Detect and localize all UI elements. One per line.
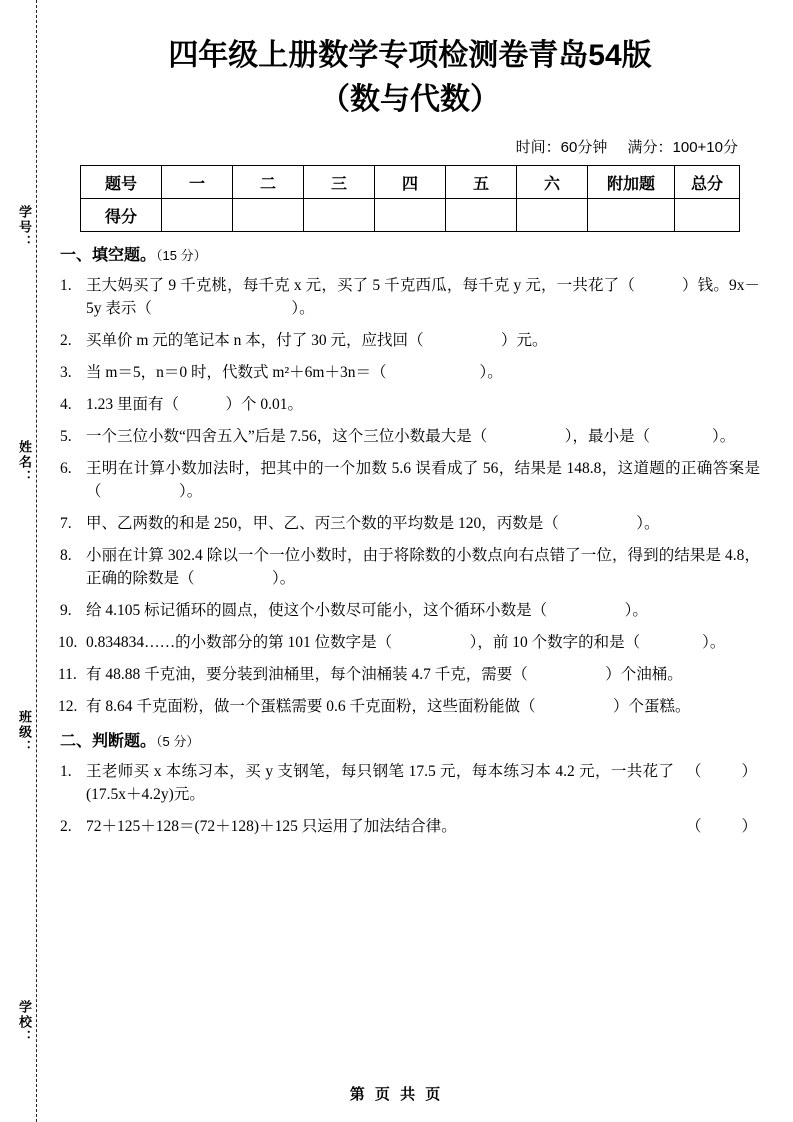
title-line-2: （数与代数） [320, 83, 500, 116]
exam-content [60, 0, 760, 838]
question-item [60, 695, 760, 718]
question-number: 5. [60, 428, 72, 445]
score-table-col-6: 六 [517, 166, 588, 199]
question-number: 12. [58, 698, 78, 715]
question-text: 王大妈买了 9 千克桃，每千克 x 元，买了 5 千克西瓜，每千克 y 元，一共花了（ ）钱。9x－5y 表示（ ）。 [86, 277, 760, 317]
question-number: 11. [58, 666, 77, 683]
score-table [80, 165, 740, 232]
score-cell-total[interactable] [675, 199, 740, 232]
question-number: 1. [60, 277, 72, 294]
question-number: 2. [60, 818, 72, 835]
section-2-heading [60, 728, 760, 751]
score-table-col-extra: 附加题 [588, 166, 675, 199]
score-table-col-1: 一 [162, 166, 233, 199]
question-text: 当 m＝5，n＝0 时，代数式 m²＋6m＋3n＝（ ）。 [86, 364, 503, 381]
page-footer: 第 页 共 页 [349, 1086, 444, 1103]
score-table-col-5: 五 [446, 166, 517, 199]
question-item [60, 425, 760, 448]
question-item [60, 663, 760, 686]
question-item [60, 457, 760, 503]
question-item [60, 544, 760, 590]
question-text: 小丽在计算 302.4 除以一个一位小数时，由于将除数的小数点向右点错了一位，得到的结果是 4.8，正确的除数是（ ）。 [86, 547, 760, 587]
question-text: 一个三位小数“四舍五入”后是 7.56，这个三位小数最大是（ ），最小是（ ）。 [86, 428, 736, 445]
side-label-student-id: 学号： [17, 205, 32, 250]
question-text: 有 8.64 千克面粉，做一个蛋糕需要 0.6 千克面粉，这些面粉能做（ ）个蛋糕。 [86, 698, 691, 715]
question-number: 7. [60, 515, 72, 532]
side-label-school: 学校： [17, 1000, 32, 1045]
question-item [60, 512, 760, 535]
score-cell-6[interactable] [517, 199, 588, 232]
score-table-label-number: 题号 [81, 166, 162, 199]
section-1-heading [60, 242, 760, 265]
score-cell-extra[interactable] [588, 199, 675, 232]
question-text: 72＋125＋128＝(72＋128)＋125 只运用了加法结合律。 [86, 818, 457, 835]
question-text: 甲、乙两数的和是 250，甲、乙、丙三个数的平均数是 120，丙数是（ ）。 [86, 515, 660, 532]
section-1-question-list [60, 274, 760, 718]
meta-time: 时间：60分钟 [515, 139, 608, 156]
score-cell-1[interactable] [162, 199, 233, 232]
score-cell-5[interactable] [446, 199, 517, 232]
score-cell-2[interactable] [233, 199, 304, 232]
question-number: 1. [60, 763, 72, 780]
exam-meta [60, 136, 760, 157]
question-text: 有 48.88 千克油，要分装到油桶里，每个油桶装 4.7 千克，需要（ ）个油桶。 [86, 666, 683, 683]
judge-answer-blank[interactable]: （ ） [685, 763, 760, 780]
question-text: 王老师买 x 本练习本，买 y 支钢笔，每只钢笔 17.5 元，每本练习本 4.2 元，一共花了(17.5x＋4.2y)元。 [86, 763, 674, 803]
question-item [60, 393, 760, 416]
meta-score: 满分：100+10分 [627, 139, 738, 156]
score-table-header-row [81, 166, 740, 199]
question-number: 4. [60, 396, 72, 413]
score-table-col-2: 二 [233, 166, 304, 199]
question-number: 10. [58, 634, 78, 651]
question-number: 9. [60, 602, 72, 619]
score-table-col-total: 总分 [675, 166, 740, 199]
question-text: 1.23 里面有（ ）个 0.01。 [86, 396, 304, 413]
score-table-col-3: 三 [304, 166, 375, 199]
question-text: 买单价 m 元的笔记本 n 本，付了 30 元，应找回（ ）元。 [86, 332, 548, 349]
question-item [60, 274, 760, 320]
score-table-value-row [81, 199, 740, 232]
question-text: 给 4.105 标记循环的圆点，使这个小数尽可能小，这个循环小数是（ ）。 [86, 602, 648, 619]
side-label-name: 姓名： [17, 440, 32, 485]
section-2-question-list [60, 760, 760, 838]
question-text: 王明在计算小数加法时，把其中的一个加数 5.6 误看成了 56，结果是 148.8，这道题的正确答案是（ ）。 [86, 460, 760, 500]
score-table-col-4: 四 [375, 166, 446, 199]
question-text: 0.834834……的小数部分的第 101 位数字是（ ），前 10 个数字的和是（ ）。 [86, 634, 726, 651]
question-item [60, 631, 760, 654]
score-cell-3[interactable] [304, 199, 375, 232]
question-item [60, 815, 760, 838]
question-number: 8. [60, 547, 72, 564]
margin-dashed-line [36, 0, 37, 1122]
section-1-title: 一、填空题。 [60, 247, 157, 264]
question-item [60, 760, 760, 806]
question-item [60, 329, 760, 352]
section-2-title: 二、判断题。 [60, 733, 157, 750]
side-label-group [8, 0, 34, 1122]
side-label-class: 班级： [17, 710, 32, 755]
question-number: 6. [60, 460, 72, 477]
question-number: 3. [60, 364, 72, 381]
question-item [60, 599, 760, 622]
question-number: 2. [60, 332, 72, 349]
question-item [60, 361, 760, 384]
judge-answer-blank[interactable]: （ ） [685, 818, 760, 835]
score-table-label-score: 得分 [81, 199, 162, 232]
page-title [60, 0, 760, 122]
score-cell-4[interactable] [375, 199, 446, 232]
section-2-points: （5 分） [156, 734, 200, 749]
section-1-points: （15 分） [156, 248, 207, 263]
title-line-1: 四年级上册数学专项检测卷青岛54版 [168, 39, 652, 72]
